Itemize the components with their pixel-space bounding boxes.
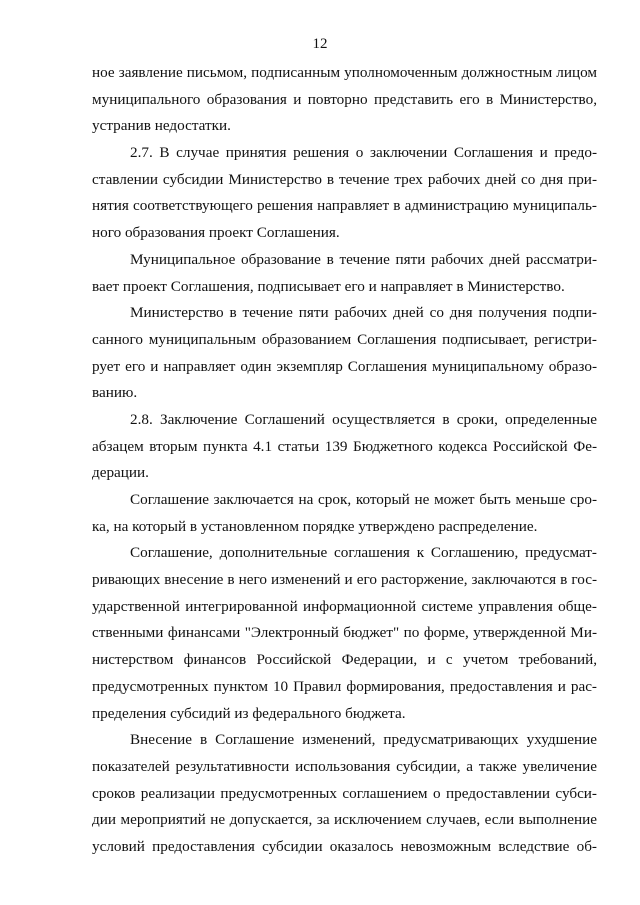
text-line: дерации. (92, 464, 149, 482)
text-line: ванию. (92, 384, 138, 402)
text-line: 2.7. В случае принятия решения о заключении Соглашения и предо- (130, 144, 597, 162)
text-line: условий предоставления субсидии оказалось невозможным вследствие об- (92, 837, 597, 855)
text-line: ное заявление письмом, подписанным уполномоченным должностным лицом (92, 64, 597, 81)
text-line: Муниципальное образование в течение пяти рабочих дней рассматри- (130, 250, 597, 268)
text-line: Соглашение, дополнительные соглашения к Соглашению, предусмат- (130, 544, 597, 562)
text-line: устранив недостатки. (92, 117, 231, 135)
text-line: нистерством финансов Российской Федерации, и с учетом требований, (92, 651, 597, 669)
text-line: ственными финансами "Электронный бюджет" по форме, утвержденной Ми- (92, 624, 597, 642)
text-line: 2.8. Заключение Соглашений осуществляется в сроки, определенные (130, 410, 597, 428)
text-line: ного образования проект Соглашения. (92, 224, 340, 242)
page-number: 12 (312, 36, 328, 52)
text-line: показателей результативности использования субсидии, а также увеличение (92, 757, 597, 775)
text-line: ударственной интегрированной информационной системе управления обще- (92, 597, 597, 615)
text-line: санного муниципальным образованием Соглашения подписывает, регистри- (92, 330, 597, 348)
text-line: муниципального образования и повторно представить его в Министерство, (92, 90, 597, 108)
text-line: Внесение в Соглашение изменений, предусматривающих ухудшение (130, 731, 597, 749)
document-body (92, 60, 597, 861)
text-line: предусмотренных пунктом 10 Правил формирования, предоставления и рас- (92, 677, 597, 695)
text-line: ка, на который в установленном порядке утверждено распределение. (92, 517, 538, 535)
text-line: ривающих внесение в него изменений и его расторжение, заключаются в гос- (92, 571, 597, 589)
text-line: рует его и направляет один экземпляр Соглашения муниципальному образо- (92, 357, 597, 375)
text-line: ставлении субсидии Министерство в течение трех рабочих дней со дня при- (92, 170, 597, 188)
text-line: нятия соответствующего решения направляет в администрацию муниципаль- (92, 197, 597, 215)
text-line: Соглашение заключается на срок, который не может быть меньше сро- (130, 491, 597, 508)
text-line: абзацем вторым пункта 4.1 статьи 139 Бюджетного кодекса Российской Фе- (92, 437, 597, 455)
text-line: дии мероприятий не допускается, за исключением случаев, если выполнение (92, 811, 597, 829)
text-line: Министерство в течение пяти рабочих дней со дня получения подпи- (130, 304, 597, 322)
text-line: вает проект Соглашения, подписывает его и направляет в Министерство. (92, 277, 565, 295)
text-line: пределения субсидий из федерального бюджета. (92, 704, 406, 722)
text-line: сроков реализации предусмотренных соглашением о предоставлении субси- (92, 784, 597, 802)
